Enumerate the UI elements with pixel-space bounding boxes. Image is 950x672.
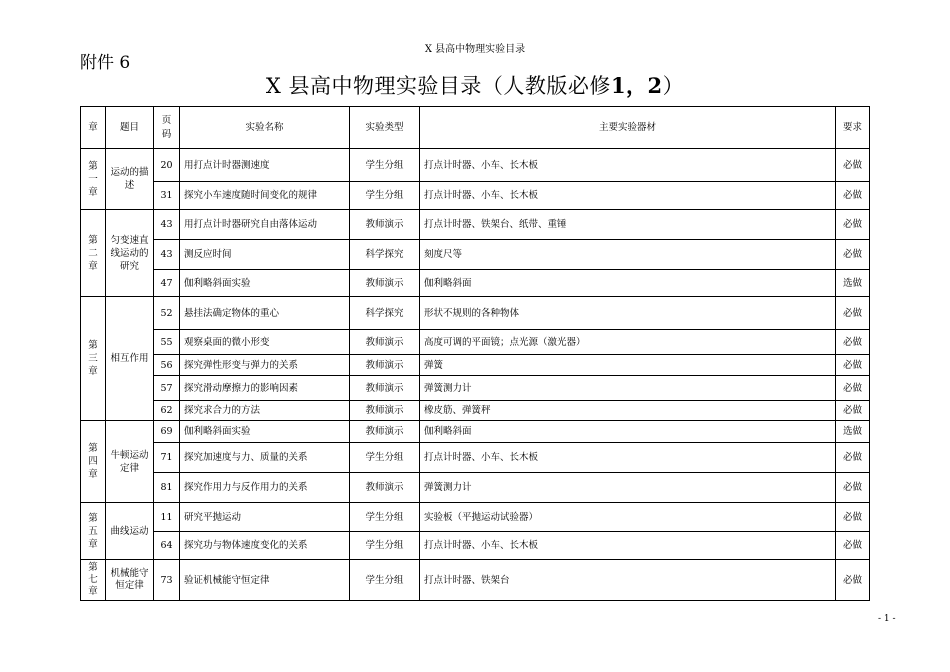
name-cell: 探究加速度与力、质量的关系 — [180, 443, 350, 473]
equipment-cell: 高度可调的平面镜；点光源（激光器） — [420, 330, 836, 355]
page-cell: 62 — [154, 401, 180, 421]
name-cell: 研究平抛运动 — [180, 503, 350, 532]
name-cell: 探究作用力与反作用力的关系 — [180, 473, 350, 503]
equipment-cell: 伽利略斜面 — [420, 421, 836, 443]
requirement-cell: 必做 — [836, 330, 870, 355]
page-cell: 71 — [154, 443, 180, 473]
equipment-cell: 打点计时器、小车、长木板 — [420, 149, 836, 182]
equipment-cell: 弹簧 — [420, 355, 836, 376]
requirement-cell: 选做 — [836, 270, 870, 297]
chapter-cell: 第二章 — [81, 210, 106, 297]
table-row — [81, 240, 870, 270]
chapter-cell: 第三章 — [81, 297, 106, 421]
equipment-cell: 实验板（平抛运动试验器） — [420, 503, 836, 532]
name-cell: 探究弹性形变与弹力的关系 — [180, 355, 350, 376]
table-row — [81, 421, 870, 443]
requirement-cell: 必做 — [836, 240, 870, 270]
document-title-bold: 1，2 — [610, 73, 663, 98]
requirement-cell: 必做 — [836, 355, 870, 376]
running-header: X 县高中物理实验目录 — [424, 44, 526, 55]
page-cell: 43 — [154, 240, 180, 270]
equipment-cell: 打点计时器、铁架台、纸带、重锤 — [420, 210, 836, 240]
requirement-cell: 必做 — [836, 503, 870, 532]
header-page: 页码 — [154, 107, 180, 149]
table-row — [81, 182, 870, 210]
topic-cell: 机械能守恒定律 — [106, 560, 154, 601]
topic-cell: 牛顿运动定律 — [106, 421, 154, 503]
table-row — [81, 330, 870, 355]
page-cell: 11 — [154, 503, 180, 532]
table-row — [81, 443, 870, 473]
type-cell: 教师演示 — [350, 421, 420, 443]
type-cell: 学生分组 — [350, 503, 420, 532]
table-row — [81, 532, 870, 560]
equipment-cell: 刻度尺等 — [420, 240, 836, 270]
type-cell: 科学探究 — [350, 297, 420, 330]
type-cell: 学生分组 — [350, 149, 420, 182]
header-topic: 题目 — [106, 107, 154, 149]
requirement-cell: 选做 — [836, 421, 870, 443]
equipment-cell: 打点计时器、小车、长木板 — [420, 443, 836, 473]
requirement-cell: 必做 — [836, 376, 870, 401]
page-number: - 1 - — [878, 614, 896, 624]
page-cell: 64 — [154, 532, 180, 560]
page-cell: 69 — [154, 421, 180, 443]
equipment-cell: 橡皮筋、弹簧秤 — [420, 401, 836, 421]
type-cell: 科学探究 — [350, 240, 420, 270]
requirement-cell: 必做 — [836, 560, 870, 601]
requirement-cell: 必做 — [836, 401, 870, 421]
name-cell: 探究小车速度随时间变化的规律 — [180, 182, 350, 210]
requirement-cell: 必做 — [836, 297, 870, 330]
type-cell: 学生分组 — [350, 560, 420, 601]
type-cell: 教师演示 — [350, 376, 420, 401]
table-row — [81, 355, 870, 376]
header-name: 实验名称 — [180, 107, 350, 149]
name-cell: 测反应时间 — [180, 240, 350, 270]
topic-cell: 相互作用 — [106, 297, 154, 421]
header-type: 实验类型 — [350, 107, 420, 149]
table-row — [81, 270, 870, 297]
attachment-label: 附件 6 — [80, 53, 131, 73]
topic-cell: 运动的描述 — [106, 149, 154, 210]
type-cell: 教师演示 — [350, 210, 420, 240]
header-requirement: 要求 — [836, 107, 870, 149]
page-cell: 55 — [154, 330, 180, 355]
name-cell: 探究功与物体速度变化的关系 — [180, 532, 350, 560]
page-cell: 43 — [154, 210, 180, 240]
requirement-cell: 必做 — [836, 443, 870, 473]
requirement-cell: 必做 — [836, 473, 870, 503]
page-cell: 31 — [154, 182, 180, 210]
equipment-cell: 形状不规则的各种物体 — [420, 297, 836, 330]
type-cell: 教师演示 — [350, 473, 420, 503]
equipment-cell: 弹簧测力计 — [420, 473, 836, 503]
type-cell: 教师演示 — [350, 401, 420, 421]
requirement-cell: 必做 — [836, 182, 870, 210]
page-cell: 20 — [154, 149, 180, 182]
topic-cell: 匀变速直线运动的研究 — [106, 210, 154, 297]
equipment-cell: 打点计时器、小车、长木板 — [420, 182, 836, 210]
chapter-cell: 第一章 — [81, 149, 106, 210]
document-title-main: X 县高中物理实验目录（人教版必修 — [265, 74, 611, 98]
table-row — [81, 503, 870, 532]
table-row — [81, 560, 870, 601]
header-chapter: 章 — [81, 107, 106, 149]
type-cell: 学生分组 — [350, 443, 420, 473]
equipment-cell: 弹簧测力计 — [420, 376, 836, 401]
name-cell: 用打点计时器研究自由落体运动 — [180, 210, 350, 240]
name-cell: 验证机械能守恒定律 — [180, 560, 350, 601]
type-cell: 教师演示 — [350, 270, 420, 297]
name-cell: 伽利略斜面实验 — [180, 421, 350, 443]
name-cell: 观察桌面的微小形变 — [180, 330, 350, 355]
chapter-cell: 第七章 — [81, 560, 106, 601]
page-cell: 52 — [154, 297, 180, 330]
chapter-cell: 第五章 — [81, 503, 106, 560]
equipment-cell: 伽利略斜面 — [420, 270, 836, 297]
table-row — [81, 376, 870, 401]
page-cell: 56 — [154, 355, 180, 376]
name-cell: 伽利略斜面实验 — [180, 270, 350, 297]
type-cell: 学生分组 — [350, 532, 420, 560]
header-equipment: 主要实验器材 — [420, 107, 836, 149]
table-row — [81, 401, 870, 421]
requirement-cell: 必做 — [836, 149, 870, 182]
requirement-cell: 必做 — [836, 210, 870, 240]
table-header-row — [81, 107, 870, 149]
name-cell: 悬挂法确定物体的重心 — [180, 297, 350, 330]
name-cell: 用打点计时器测速度 — [180, 149, 350, 182]
equipment-cell: 打点计时器、小车、长木板 — [420, 532, 836, 560]
chapter-cell: 第四章 — [81, 421, 106, 503]
table-row — [81, 149, 870, 182]
experiment-catalog-table — [80, 106, 870, 601]
table-row — [81, 210, 870, 240]
page-cell: 57 — [154, 376, 180, 401]
requirement-cell: 必做 — [836, 532, 870, 560]
document-title — [0, 70, 950, 100]
page-cell: 73 — [154, 560, 180, 601]
page-cell: 81 — [154, 473, 180, 503]
type-cell: 教师演示 — [350, 330, 420, 355]
name-cell: 探究求合力的方法 — [180, 401, 350, 421]
equipment-cell: 打点计时器、铁架台 — [420, 560, 836, 601]
type-cell: 学生分组 — [350, 182, 420, 210]
topic-cell: 曲线运动 — [106, 503, 154, 560]
table-row — [81, 297, 870, 330]
table-row — [81, 473, 870, 503]
type-cell: 教师演示 — [350, 355, 420, 376]
page-cell: 47 — [154, 270, 180, 297]
name-cell: 探究滑动摩擦力的影响因素 — [180, 376, 350, 401]
document-title-close: ） — [662, 74, 685, 98]
